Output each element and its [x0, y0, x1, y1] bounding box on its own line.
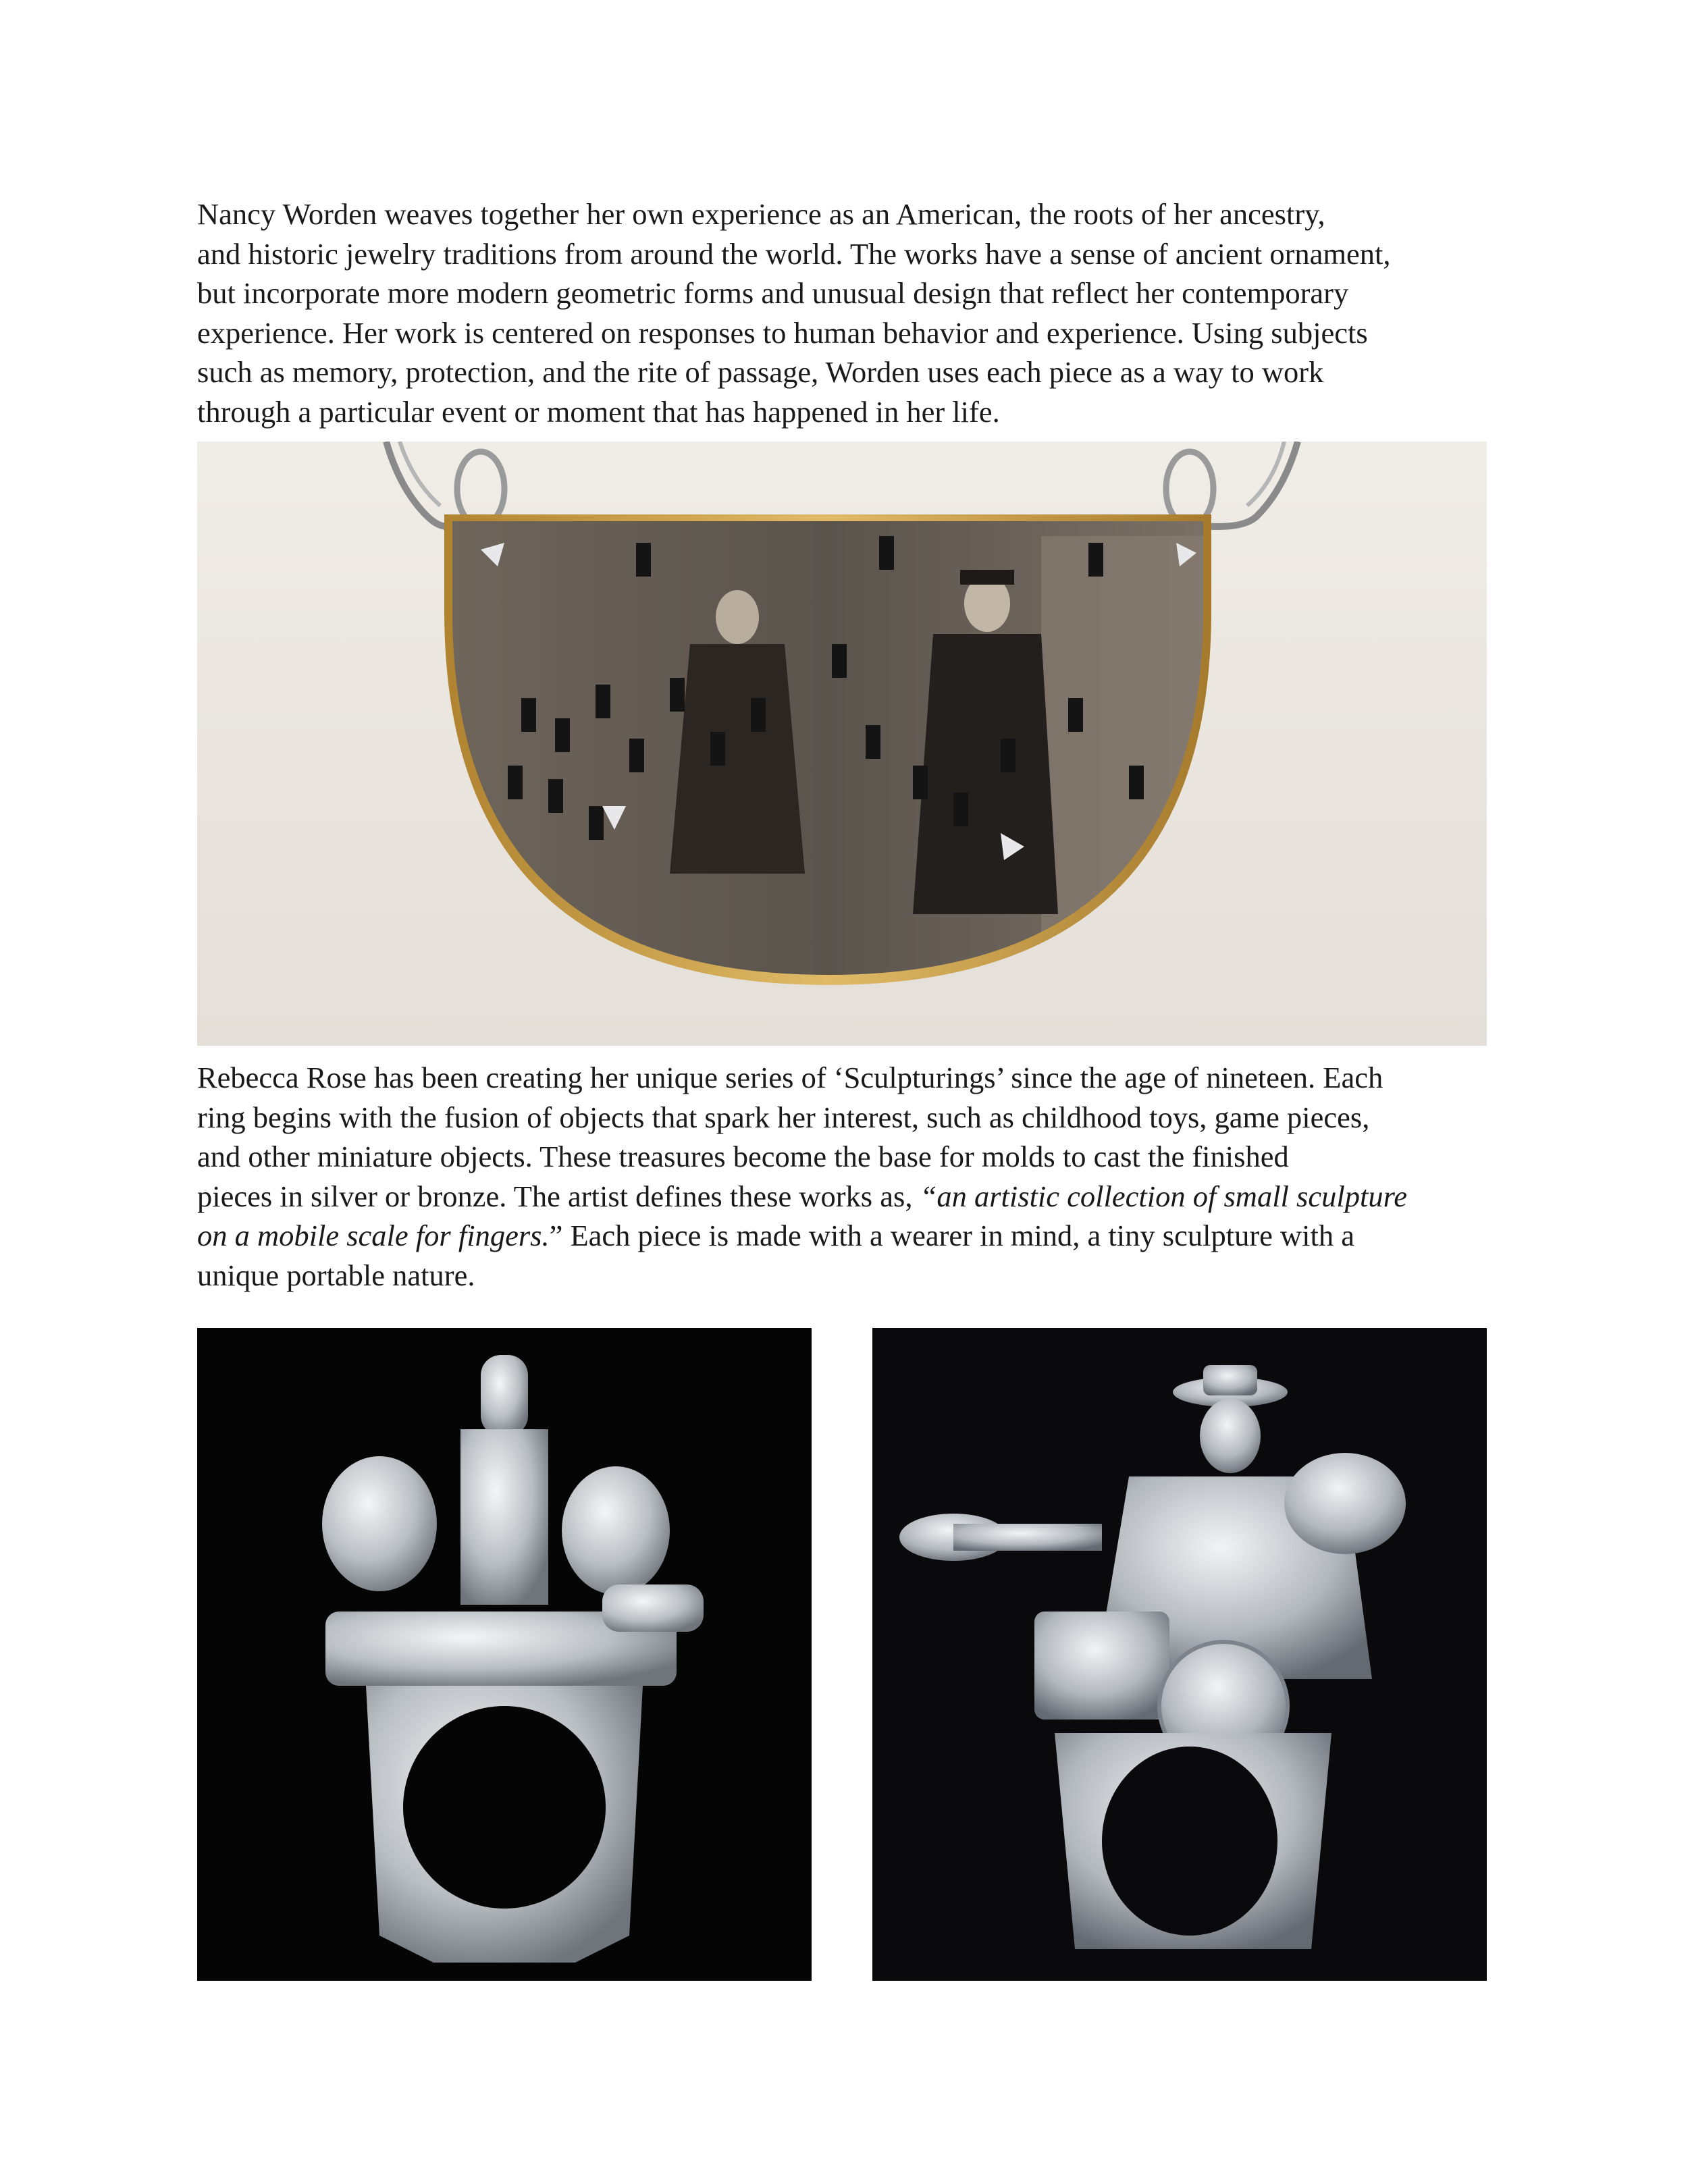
worden-necklace-photo	[197, 442, 1487, 1046]
text-line: experience. Her work is centered on responses to human behavior and experience. Using subjects	[197, 315, 1368, 350]
text-line: but incorporate more modern geometric forms and unusual design that reflect her contemporary	[197, 276, 1349, 310]
rose-ring-photo-right	[872, 1328, 1487, 1981]
text-line: through a particular event or moment that has happened in her life.	[197, 394, 1000, 429]
text-line: Rebecca Rose has been creating her unique series of ‘Sculpturings’ since the age of nineteen. Each	[197, 1061, 1383, 1094]
text-line: ring begins with the fusion of objects that spark her interest, such as childhood toys, game pieces,	[197, 1100, 1370, 1134]
worden-paragraph	[197, 194, 1487, 431]
plain-text: pieces in silver or bronze. The artist defines these works as,	[197, 1179, 920, 1213]
text-line: unique portable nature.	[197, 1258, 475, 1292]
text-line: Nancy Worden weaves together her own experience as an American, the roots of her ancestry,	[197, 197, 1325, 231]
text-line: and other miniature objects. These treasures become the base for molds to cast the finished	[197, 1140, 1289, 1173]
text-line: such as memory, protection, and the rite of passage, Worden uses each piece as a way to work	[197, 355, 1324, 389]
plain-text: ” Each piece is made with a wearer in mind, a tiny sculpture with a	[549, 1219, 1355, 1252]
text-line	[197, 1177, 1487, 1217]
text-line	[197, 1216, 1487, 1256]
quote-text: on a mobile scale for fingers.	[197, 1219, 550, 1252]
rose-ring-photo-left	[197, 1328, 812, 1981]
quote-text: “an artistic collection of small sculpture	[920, 1179, 1408, 1213]
text-line: and historic jewelry traditions from around the world. The works have a sense of ancient ornament,	[197, 236, 1391, 271]
rose-paragraph	[197, 1058, 1487, 1295]
